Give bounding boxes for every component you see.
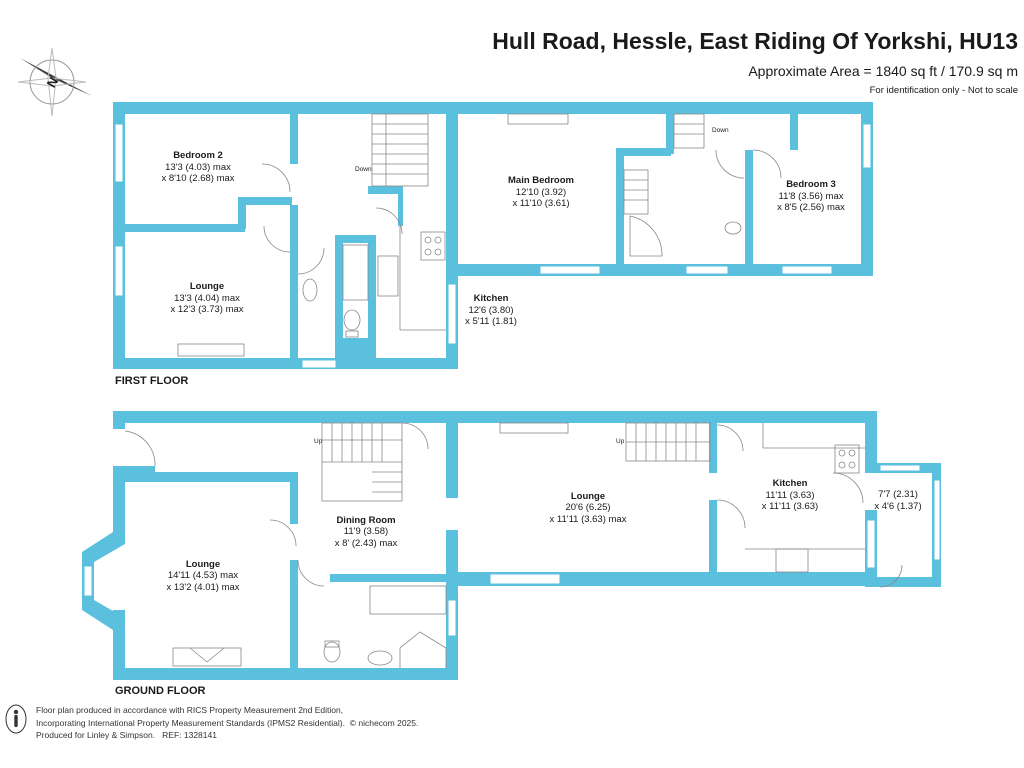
footer-copyright: © nichecom 2025. (349, 717, 419, 728)
approximate-area: Approximate Area = 1840 sq ft / 170.9 sq m (748, 63, 1018, 79)
room-dim-dining-1: 11'9 (3.58) (343, 526, 389, 537)
room-name-main-bedroom: Main Bedroom (508, 175, 574, 186)
footer (36, 704, 418, 742)
ground-floor-plan (82, 411, 941, 697)
room-dim-bedroom3-1: 11'8 (3.56) max (778, 191, 844, 202)
footer-line-1: Floor plan produced in accordance with RICS Property Measurement 2nd Edition, (36, 705, 344, 715)
room-name-lounge2: Lounge (570, 491, 606, 502)
room-dim-bedroom2-1: 13'3 (4.03) max (165, 162, 231, 173)
compass-letter: N (43, 74, 62, 91)
room-dim-lounge-ff-1: 13'3 (4.04) max (174, 293, 240, 304)
room-dim-lounge2-2: x 11'11 (3.63) max (549, 514, 627, 525)
room-name-dining: Dining Room (336, 515, 396, 526)
floor-label-first: FIRST FLOOR (115, 375, 189, 387)
room-name-kitchen-gf: Kitchen (772, 478, 808, 489)
room-dim-lounge-gf-2: x 13'2 (4.01) max (166, 582, 240, 593)
room-dim-lounge-ff-2: x 12'3 (3.73) max (170, 304, 244, 315)
stair-label-up: Up (314, 438, 323, 445)
page-title: Hull Road, Hessle, East Riding Of Yorkshi, HU13 (492, 28, 1018, 54)
stair-label-down: Down (355, 166, 372, 173)
room-dim-kitchen-gf-2: x 11'11 (3.63) (761, 501, 819, 512)
room-dim-porch-2: x 4'6 (1.37) (874, 501, 922, 512)
room-dim-dining-2: x 8' (2.43) max (334, 538, 398, 549)
room-dim-lounge-gf-1: 14'11 (4.53) max (167, 570, 239, 581)
room-name-lounge-ff: Lounge (189, 281, 225, 292)
room-name-bedroom3: Bedroom 3 (786, 179, 836, 190)
scale-note: For identification only - Not to scale (869, 85, 1018, 96)
room-dim-main-bedroom-1: 12'10 (3.92) (515, 187, 567, 198)
room-dim-kitchen-ff-1: 12'6 (3.80) (468, 305, 514, 316)
room-dim-bedroom2-2: x 8'10 (2.68) max (161, 173, 235, 184)
room-dim-bedroom3-2: x 8'5 (2.56) max (777, 202, 845, 213)
room-name-bedroom2: Bedroom 2 (173, 150, 223, 161)
room-dim-lounge2-1: 20'6 (6.25) (565, 502, 611, 513)
footer-line-2: Incorporating International Property Measurement Standards (IPMS2 Residential). (36, 717, 345, 728)
compass-icon (18, 48, 92, 116)
stair-label-down-2: Down (712, 127, 729, 134)
footer-line-3: Produced for Linley & Simpson. (36, 730, 156, 740)
floor-label-ground: GROUND FLOOR (115, 685, 206, 697)
room-dim-main-bedroom-2: x 11'10 (3.61) (512, 198, 570, 209)
footer-ref: REF: 1328141 (162, 730, 217, 740)
room-name-kitchen-ff: Kitchen (473, 293, 509, 304)
room-name-lounge-gf: Lounge (185, 559, 221, 570)
room-dim-porch-1: 7'7 (2.31) (878, 489, 918, 500)
person-icon (6, 705, 26, 733)
first-floor-plan (113, 102, 873, 387)
room-dim-kitchen-ff-2: x 5'11 (1.81) (465, 316, 517, 327)
stair-label-up-2: Up (616, 438, 625, 445)
room-dim-kitchen-gf-1: 11'11 (3.63) (765, 490, 815, 501)
